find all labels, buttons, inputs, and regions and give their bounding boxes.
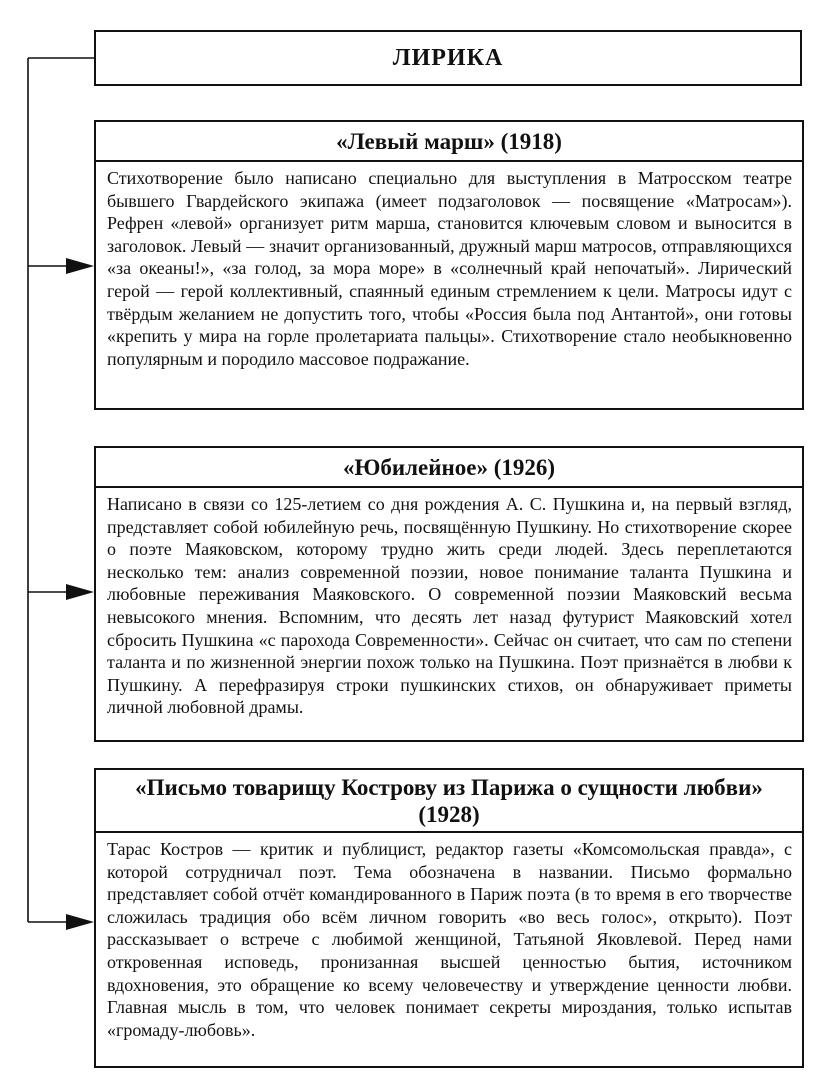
title-box xyxy=(94,30,802,86)
section-card-pismo-kostrovu xyxy=(94,768,804,1068)
section-text: Тарас Костров — критик и публицист, редактор газеты «Комсомольская правда», с которой сотрудничал поэт. Тема обозначена в названии. Письмо формально представляет собой отчёт командированного в Париж поэта (в то время в его творчестве сложилась традиция обо всём личном говорить «во весь голос», открыто). Поэт рассказывает о встрече с любимой женщиной, Татьяной Яковлевой. Перед нами откровенная исповедь, пронизанная высшей ценностью бытия, источником вдохновения, это обращение ко всему человечеству и утверждение ценности любви. Главная мысль в том, что человек понимает секреты мироздания, только испытав «громаду-любовь». xyxy=(107,839,792,1040)
section-card-yubileynoe xyxy=(94,446,804,742)
arrow-icon-2 xyxy=(66,584,94,600)
arrow-icon-3 xyxy=(66,914,94,930)
section-text: Написано в связи со 125-летием со дня рождения А. С. Пушкина и, на первый взгляд, представляет собой юбилейную речь, посвящённую Пушкину. Но стихотворение скорее о поэте Маяковском, которому трудно жить среди людей. Здесь переплетаются несколько тем: анализ современной поэзии, новое понимание таланта Пушкина и любовные переживания Маяковского. О современной поэзии Маяковский весьма невысокого мнения. Вспомним, что десять лет назад футурист Маяковский хотел сбросить Пушкина «с парохода Современности». Сейчас он считает, что сам по степени таланта и по жизненной энергии похож только на Пушкина. Поэт признаётся в любви к Пушкину. А перефразируя строки пушкинских стихов, он обнаруживает приметы личной любовной драмы. xyxy=(107,494,792,718)
section-heading: «Левый марш» (1918) xyxy=(96,122,802,162)
section-text: Стихотворение было написано специально для выступления в Матросском театре бывшего Гвардейского экипажа (имеет подзаголовок — посвящение «Матросам»). Рефрен «левой» организует ритм марша, становится ключевым словом и выносится в заголовок. Левый — значит организованный, дружный марш матросов, отправляющихся «за океаны!», «за голод, за мора море» в «солнечный край непочатый». Лирический герой — герой коллективный, спаянный единым стремлением к цели. Матросы идут с твёрдым желанием не допустить того, чтобы «Россия была под Антантой», они готовы «крепить у мира на горле пролетариата пальцы». Стихотворение стало необыкновенно популярным и породило массовое подражание. xyxy=(107,168,792,369)
page-title: ЛИРИКА xyxy=(392,44,504,71)
section-heading: «Письмо товарищу Кострову из Парижа о сущности любви» (1928) xyxy=(96,770,802,833)
section-card-levy-marsh xyxy=(94,120,804,410)
section-heading: «Юбилейное» (1926) xyxy=(96,448,802,488)
arrow-icon-1 xyxy=(66,258,94,274)
